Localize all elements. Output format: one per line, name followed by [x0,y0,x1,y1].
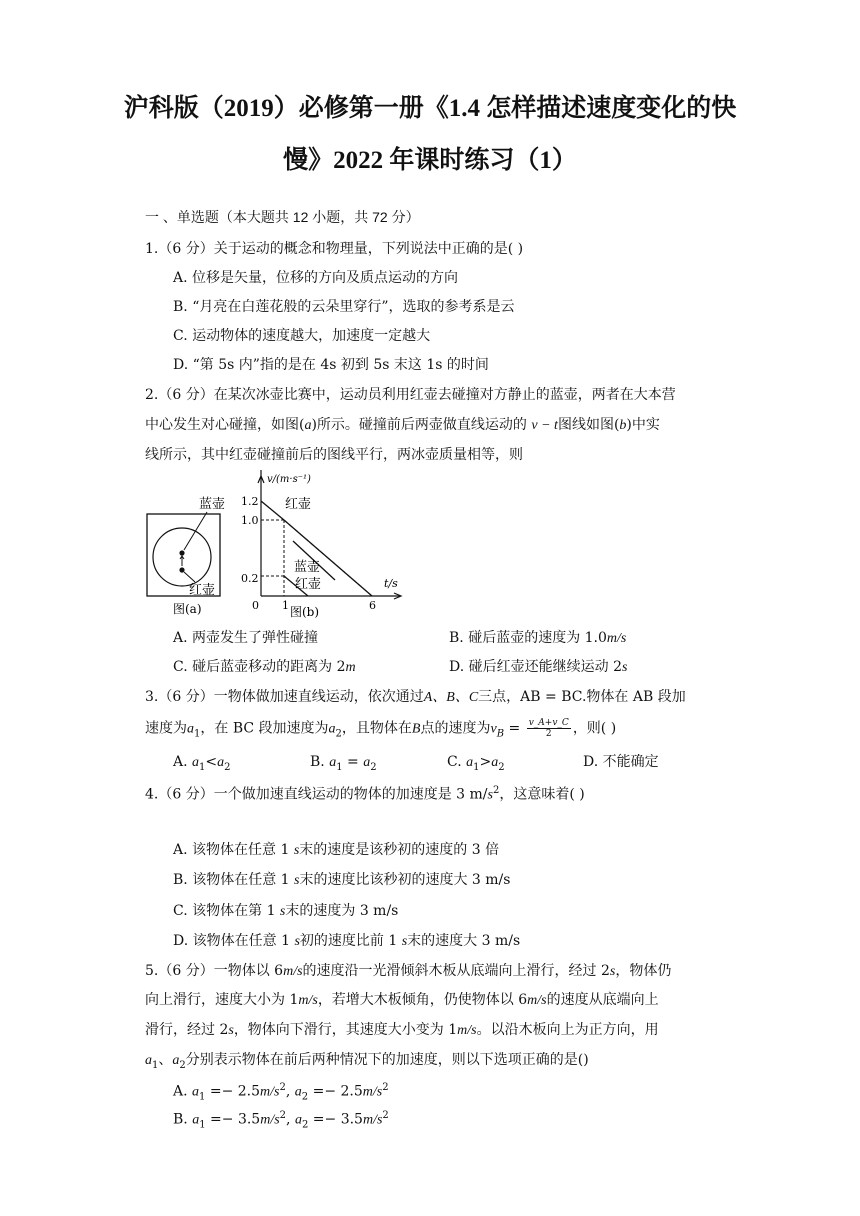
q3-option-d: D. 不能确定 [583,754,659,770]
y-tick-0-2: 0.2 [241,572,259,585]
x-tick-0: 0 [252,599,259,612]
q4-option-b: B. 该物体在任意 1 s末的速度比该秒初的速度大 3 m/s [173,872,511,888]
q4-option-c: C. 该物体在第 1 s末的速度为 3 m/s [173,903,399,919]
q3-stem-line-1: 3.（6 分）一物体做加速直线运动，依次通过A、B、C三点，AB = BC.物体在 AB 段加 [145,689,686,705]
y-tick-1-2: 1.2 [241,495,259,508]
q1-option-d: D. “第 5s 内”指的是在 4s 初到 5s 末这 1s 的时间 [173,357,489,373]
q5-option-b: B. $a_1 =- 3.5m/s^2$, $a_2 =- 3.5m/s^2$ [173,1110,389,1131]
q2-option-c: C. 碰后蓝壶移动的距离为 2m [173,659,356,675]
blue-stone-dot [179,550,184,555]
q2-stem-line-1: 2.（6 分）在某次冰壶比赛中，运动员利用红壶去碰撞对方静止的蓝壶，两者在大本营 [145,387,676,403]
graph-label-red: 红壶 [295,577,322,592]
x-tick-6: 6 [369,599,376,612]
q3-option-b: B. $a_1 = a_2$ [310,754,377,773]
label-blue-stone: 蓝壶 [199,497,226,512]
red-label-leader [184,572,195,582]
graph-label-blue: 蓝壶 [294,560,321,575]
q5-stem-line-4: $a_1$、$a_2$分别表示物体在前后两种情况下的加速度，则以下选项正确的是() [145,1052,589,1071]
q3-option-c: C. $a_1>a_2$ [447,754,505,773]
q2-stem-line-2: 中心发生对心碰撞，如图(a)所示。碰撞前后两壶做直线运动的 v − t图线如图(b)中实 [145,417,660,433]
q2-option-a: A. 两壶发生了弹性碰撞 [173,630,319,646]
q5-option-a: A. $a_1 =- 2.5m/s^2$, $a_2 =- 2.5m/s^2$ [173,1082,389,1103]
v-axis-label: v/(m·s⁻¹) [267,474,311,485]
q2-stem-line-3: 线所示，其中红壶碰撞前后的图线平行，两冰壶质量相等，则 [145,447,523,463]
x-tick-1: 1 [282,599,289,612]
caption-figure-a: 图(a) [173,602,202,616]
q3-fraction: $\frac{v\_A+v\_C}{2}$ [528,718,569,739]
q5-stem-line-1: 5.（6 分）一物体以 6m/s的速度沿一光滑倾斜木板从底端向上滑行，经过 2s，物体仍 [145,963,672,979]
q2-option-d: D. 碰后红壶还能继续运动 2s [449,659,628,675]
q3-option-a: A. $a_1<a_2$ [173,754,231,773]
red-before-line [261,501,284,520]
blue-label-leader [184,512,207,550]
q2-figure [145,470,407,620]
q5-stem-line-2: 向上滑行，速度大小为 1m/s，若增大木板倾角，仍使物体以 6m/s的速度从底端向上 [145,992,659,1008]
q3-stem-line-2: 速度为$a_1$，在 BC 段加速度为$a_2$，且物体在B点的速度为$v_B$ = $\frac{v\_A+v\_C}{2}$ ，则( ) [145,718,617,740]
q1-option-b: B. “月亮在白莲花般的云朵里穿行”，选取的参考系是云 [173,299,515,315]
label-red-stone: 红壶 [189,583,216,598]
doc-title-line-2: 慢》2022 年课时练习（1） [283,147,577,174]
q4-stem: 4.（6 分）一个做加速直线运动的物体的加速度是 3 $m/s^2$，这意味着( ) [145,785,585,803]
doc-title-line-1: 沪科版（2019）必修第一册《1.4 怎样描述速度变化的快 [123,95,737,122]
graph-label-red-top: 红壶 [285,497,312,512]
y-tick-1-0: 1.0 [241,514,259,527]
section-heading: 一 、单选题（本大题共 12 小题，共 72 分） [145,209,420,225]
q1-stem: 1.（6 分）关于运动的概念和物理量，下列说法中正确的是( ) [145,241,524,257]
q5-stem-line-3: 滑行，经过 2s，物体向下滑行，其速度大小变为 1m/s。以沿木板向上为正方向，用 [145,1022,659,1038]
red-stone-dot [179,567,184,572]
t-axis-label: t/s [384,577,398,590]
q1-option-c: C. 运动物体的速度越大，加速度一定越大 [173,328,431,344]
caption-figure-b: 图(b) [290,605,320,619]
q4-option-d: D. 该物体在任意 1 s初的速度比前 1 s末的速度大 3 m/s [173,933,521,949]
q4-option-a: A. 该物体在任意 1 s末的速度是该秒初的速度的 3 倍 [173,842,500,858]
q1-option-a: A. 位移是矢量，位移的方向及质点运动的方向 [173,270,459,286]
q2-option-b: B. 碰后蓝壶的速度为 1.0m/s [449,630,627,646]
